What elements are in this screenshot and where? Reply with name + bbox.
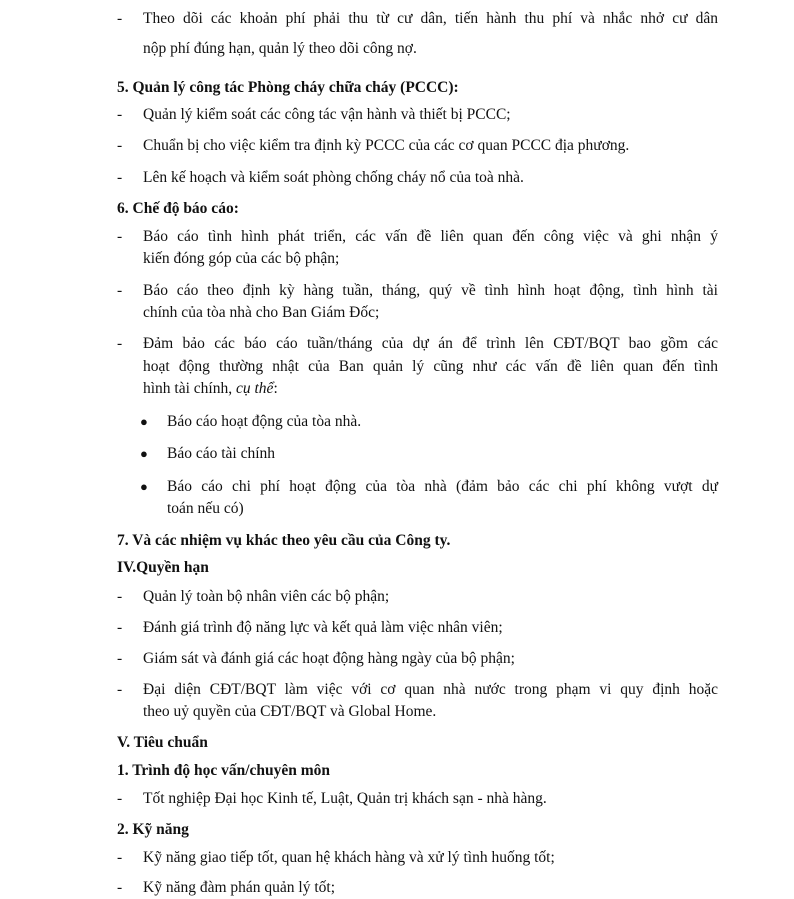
list-dash: - xyxy=(117,282,123,299)
list-item-text: Đảm bảo các báo cáo tuần/tháng của dự án để trình lên CĐT/BQT bao gồm các xyxy=(143,335,718,352)
list-dash: - xyxy=(117,879,123,896)
section-heading: V. Tiêu chuẩn xyxy=(117,734,208,751)
list-dash: - xyxy=(117,137,123,154)
list-item-text: hoạt động thường nhật của Ban quản lý cũng như các vấn đề liên quan đến tình xyxy=(143,358,718,375)
bullet-item-text: Báo cáo hoạt động của tòa nhà. xyxy=(167,413,362,430)
bullet-dot: ● xyxy=(140,446,148,461)
list-dash: - xyxy=(117,650,123,667)
list-item-text: Đánh giá trình độ năng lực và kết quả làm việc nhân viên; xyxy=(143,619,503,636)
list-dash: - xyxy=(117,106,123,123)
list-item-text: Báo cáo theo định kỳ hàng tuần, tháng, quý về tình hình hoạt động, tình hình tài xyxy=(143,282,718,299)
list-dash: - xyxy=(117,335,123,352)
section-heading: 2. Kỹ năng xyxy=(117,821,189,838)
list-dash: - xyxy=(117,790,123,807)
list-item-text: nộp phí đúng hạn, quản lý theo dõi công nợ. xyxy=(143,40,417,57)
list-item-text: Lên kế hoạch và kiểm soát phòng chống cháy nổ của toà nhà. xyxy=(143,169,524,186)
bullet-item-text: Báo cáo chi phí hoạt động của tòa nhà (đảm bảo các chi phí không vượt dự xyxy=(167,478,718,495)
list-item-text: Báo cáo tình hình phát triển, các vấn đề liên quan đến công việc và ghi nhận ý xyxy=(143,228,718,245)
list-dash: - xyxy=(117,849,123,866)
list-item-text: Kỹ năng giao tiếp tốt, quan hệ khách hàng và xử lý tình huống tốt; xyxy=(143,849,555,866)
emphasis-text: cụ thể xyxy=(236,380,274,397)
list-item-text: Quản lý toàn bộ nhân viên các bộ phận; xyxy=(143,588,390,605)
section-heading: 7. Và các nhiệm vụ khác theo yêu cầu của Công ty. xyxy=(117,532,451,549)
list-dash: - xyxy=(117,619,123,636)
section-heading: 1. Trình độ học vấn/chuyên môn xyxy=(117,762,331,779)
bullet-dot: ● xyxy=(140,479,148,494)
list-item-text: chính của tòa nhà cho Ban Giám Đốc; xyxy=(143,304,380,321)
list-item-text: kiến đóng góp của các bộ phận; xyxy=(143,250,340,267)
section-heading: IV.Quyền hạn xyxy=(117,559,209,576)
bullet-item-text: toán nếu có) xyxy=(167,500,244,517)
list-dash: - xyxy=(117,228,123,245)
bullet-dot: ● xyxy=(140,414,148,429)
section-heading: 5. Quản lý công tác Phòng cháy chữa cháy (PCCC): xyxy=(117,79,459,96)
list-item-text: Quản lý kiểm soát các công tác vận hành và thiết bị PCCC; xyxy=(143,106,511,123)
list-item-text: Đại diện CĐT/BQT làm việc với cơ quan nhà nước trong phạm vi quy định hoặc xyxy=(143,681,718,698)
list-item-text: hình tài chính, cụ thể: xyxy=(143,380,278,397)
list-item-text: Kỹ năng đàm phán quản lý tốt; xyxy=(143,879,335,896)
bullet-item-text: Báo cáo tài chính xyxy=(167,445,276,462)
list-item-text: Chuẩn bị cho việc kiểm tra định kỳ PCCC của các cơ quan PCCC địa phương. xyxy=(143,137,630,154)
list-item-text: Tốt nghiệp Đại học Kinh tế, Luật, Quản trị khách sạn - nhà hàng. xyxy=(143,790,547,807)
list-item-text: theo uỷ quyền của CĐT/BQT và Global Home. xyxy=(143,703,437,720)
section-heading: 6. Chế độ báo cáo: xyxy=(117,200,239,217)
list-dash: - xyxy=(117,588,123,605)
list-item-text: Theo dõi các khoản phí phải thu từ cư dân, tiến hành thu phí và nhắc nhở cư dân xyxy=(143,10,718,27)
list-dash: - xyxy=(117,681,123,698)
list-dash: - xyxy=(117,10,123,27)
list-item-text: Giám sát và đánh giá các hoạt động hàng ngày của bộ phận; xyxy=(143,650,515,667)
list-dash: - xyxy=(117,169,123,186)
